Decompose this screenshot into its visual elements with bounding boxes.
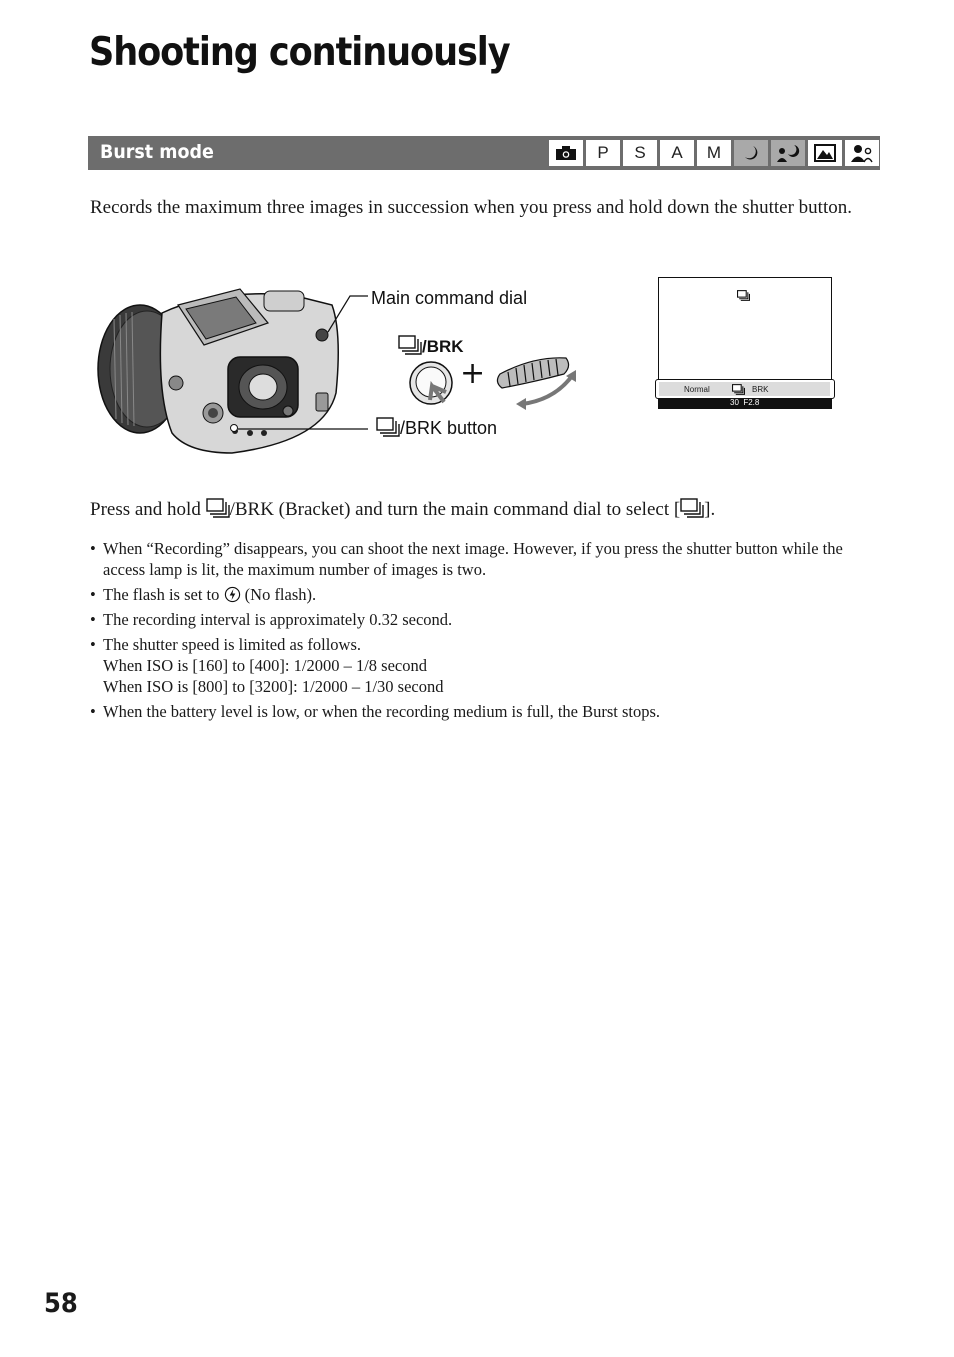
list-item: • When “Recording” disappears, you can shoot the next image. However, if you press the shutter button while the access lamp is lit, the maximum number of images is two. <box>90 538 880 580</box>
mode-p-icon: P <box>586 140 620 166</box>
twilight-icon <box>734 140 768 166</box>
burst-icon <box>680 498 704 518</box>
landscape-icon <box>808 140 842 166</box>
shooting-mode-icons <box>546 140 879 166</box>
brk-button-label: /BRK button <box>400 418 498 438</box>
button-and-dial-illustration <box>404 346 584 412</box>
instruction-text: Press and hold /BRK (Bracket) and turn the main command dial to select [ ]. <box>90 499 716 520</box>
auto-camera-icon <box>549 140 583 166</box>
menu-normal: Normal <box>684 385 710 394</box>
burst-icon <box>732 384 745 395</box>
burst-icon <box>737 290 750 301</box>
main-command-dial-label: Main command dial <box>371 288 528 308</box>
menu-brk: BRK <box>752 385 769 394</box>
burst-icon <box>206 498 230 518</box>
brk-button-callout <box>376 417 497 439</box>
plus-sign: + <box>460 356 486 391</box>
mode-m-icon: M <box>697 140 731 166</box>
section-header-bar <box>88 136 880 170</box>
list-item: • The shutter speed is limited as follows. When ISO is [160] to [400]: 1/2000 – 1/8 second When ISO is [800] to [3200]: 1/2000 – 1/30 second <box>90 634 880 697</box>
portrait-icon <box>845 140 879 166</box>
callout-lines <box>230 290 380 440</box>
list-item: • The recording interval is approximately 0.32 second. <box>90 609 880 630</box>
list-item: • The flash is set to (No flash). <box>90 584 880 605</box>
intro-text: Records the maximum three images in succession when you press and hold down the shutter button. <box>90 197 852 218</box>
screen-status-row: 30 F2.8 <box>658 399 832 409</box>
burst-icon <box>376 417 400 437</box>
mode-s-icon: S <box>623 140 657 166</box>
list-item: • When the battery level is low, or when the recording medium is full, the Burst stops. <box>90 701 880 722</box>
page-number: 58 <box>44 1288 78 1319</box>
page-title: Shooting continuously <box>89 30 510 75</box>
lcd-screen-illustration <box>658 277 832 409</box>
section-title: Burst mode <box>100 141 214 163</box>
twilight-portrait-icon <box>771 140 805 166</box>
screen-menu-bar <box>655 379 835 399</box>
mode-a-icon: A <box>660 140 694 166</box>
notes-list <box>90 538 880 726</box>
no-flash-icon <box>224 586 241 603</box>
brk-label: /BRK <box>422 337 464 356</box>
